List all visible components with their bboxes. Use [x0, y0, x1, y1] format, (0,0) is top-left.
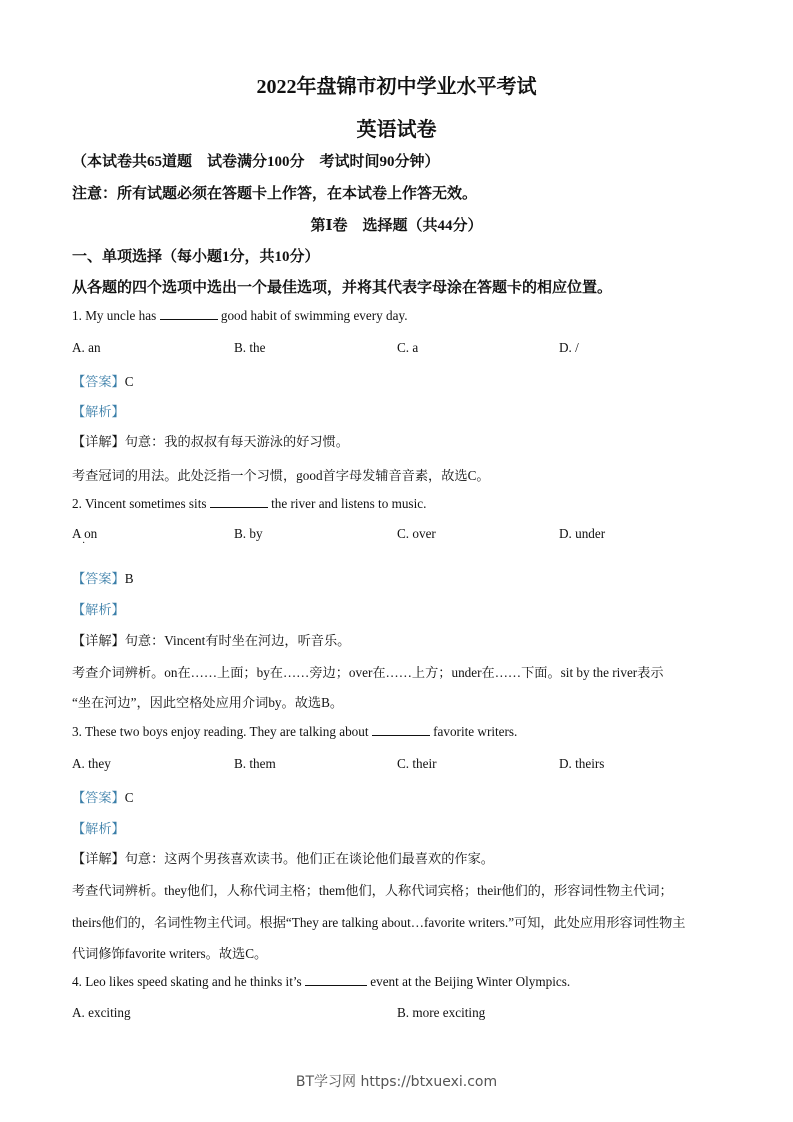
answer-value: B [124, 571, 134, 586]
question-1-option-c: C. a [397, 340, 419, 355]
part-title: 第Ⅰ卷 选择题（共44分） [310, 218, 483, 234]
question-1-option-b: B. the [234, 340, 266, 355]
question-1-stem: 1. My uncle has good habit of swimming every day. [72, 308, 408, 323]
question-3-detail-3: theirs他们的，名词性物主代词。根据“They are talking about…favorite writers.”可知，此处应用形容词性物主 [72, 915, 686, 930]
question-3-option-d: D. theirs [559, 756, 605, 771]
question-1-detail-1: 【详解】句意：我的叔叔有每天游泳的好习惯。 [72, 434, 349, 449]
answer-label: 【答案】 [72, 571, 125, 586]
question-2-detail-1: 【详解】句意：Vincent有时坐在河边，听音乐。 [72, 633, 351, 648]
detail-label: 【详解】 [72, 434, 125, 449]
exam-title: 2022年盘锦市初中学业水平考试 [256, 76, 537, 98]
question-2-detail-2: 考查介词辨析。on在……上面；by在……旁边；over在……上方；under在……下面。sit by the river表示 [72, 665, 664, 680]
question-1-option-a: A. an [72, 340, 101, 355]
question-2-analysis-label: 【解析】 [72, 602, 125, 617]
question-3-detail-1: 【详解】句意：这两个男孩喜欢读书。他们正在谈论他们最喜欢的作家。 [72, 851, 494, 866]
question-2-option-a: A on [72, 526, 98, 541]
question-3-answer [72, 787, 134, 806]
question-4-option-a: A. exciting [72, 1005, 131, 1020]
question-2-detail-3: “坐在河边”，因此空格处应用介词by。故选B。 [72, 695, 344, 710]
question-1-option-d: D. / [559, 340, 579, 355]
answer-value: C [124, 374, 134, 389]
question-3-option-c: C. their [397, 756, 437, 771]
question-3-option-b: B. them [234, 756, 276, 771]
answer-blank [160, 308, 218, 320]
answer-blank [210, 496, 268, 508]
detail-label: 【详解】 [72, 633, 125, 648]
answer-label: 【答案】 [72, 374, 125, 389]
footer-watermark: BT学习网 https://btxuexi.com [295, 1074, 498, 1090]
answer-blank [372, 724, 430, 736]
stray-dot: · [82, 538, 86, 549]
question-2-option-c: C. over [397, 526, 436, 541]
question-2-stem: 2. Vincent sometimes sits the river and listens to music. [72, 496, 427, 511]
question-2-option-b: B. by [234, 526, 263, 541]
question-1-detail-2: 考查冠词的用法。此处泛指一个习惯，good首字母发辅音音素，故选C。 [72, 468, 490, 483]
question-3-option-a: A. they [72, 756, 111, 771]
section-instruction: 从各题的四个选项中选出一个最佳选项，并将其代表字母涂在答题卡的相应位置。 [72, 280, 613, 296]
exam-notice: 注意：所有试题必须在答题卡上作答，在本试卷上作答无效。 [72, 186, 478, 202]
question-1-analysis-label: 【解析】 [72, 404, 125, 419]
question-3-analysis-label: 【解析】 [72, 821, 125, 836]
question-2-answer [72, 568, 134, 587]
answer-value: C [124, 790, 134, 805]
question-4-stem: 4. Leo likes speed skating and he thinks it’s event at the Beijing Winter Olympics. [72, 974, 571, 989]
answer-label: 【答案】 [72, 790, 125, 805]
question-3-detail-2: 考查代词辨析。they他们，人称代词主格；them他们，人称代词宾格；their他们的，形容词性物主代词； [72, 883, 673, 898]
section-title: 一、单项选择（每小题1分，共10分） [72, 249, 320, 265]
answer-blank [305, 974, 367, 986]
question-2-option-d: D. under [559, 526, 606, 541]
question-3-detail-4: 代词修饰favorite writers。故选C。 [72, 946, 268, 961]
detail-label: 【详解】 [72, 851, 125, 866]
question-3-stem: 3. These two boys enjoy reading. They are talking about favorite writers. [72, 724, 518, 739]
exam-subtitle: 英语试卷 [356, 119, 437, 141]
question-1-answer [72, 371, 134, 390]
exam-info: （本试卷共65道题 试卷满分100分 考试时间90分钟） [72, 154, 440, 170]
question-4-option-b: B. more exciting [397, 1005, 486, 1020]
